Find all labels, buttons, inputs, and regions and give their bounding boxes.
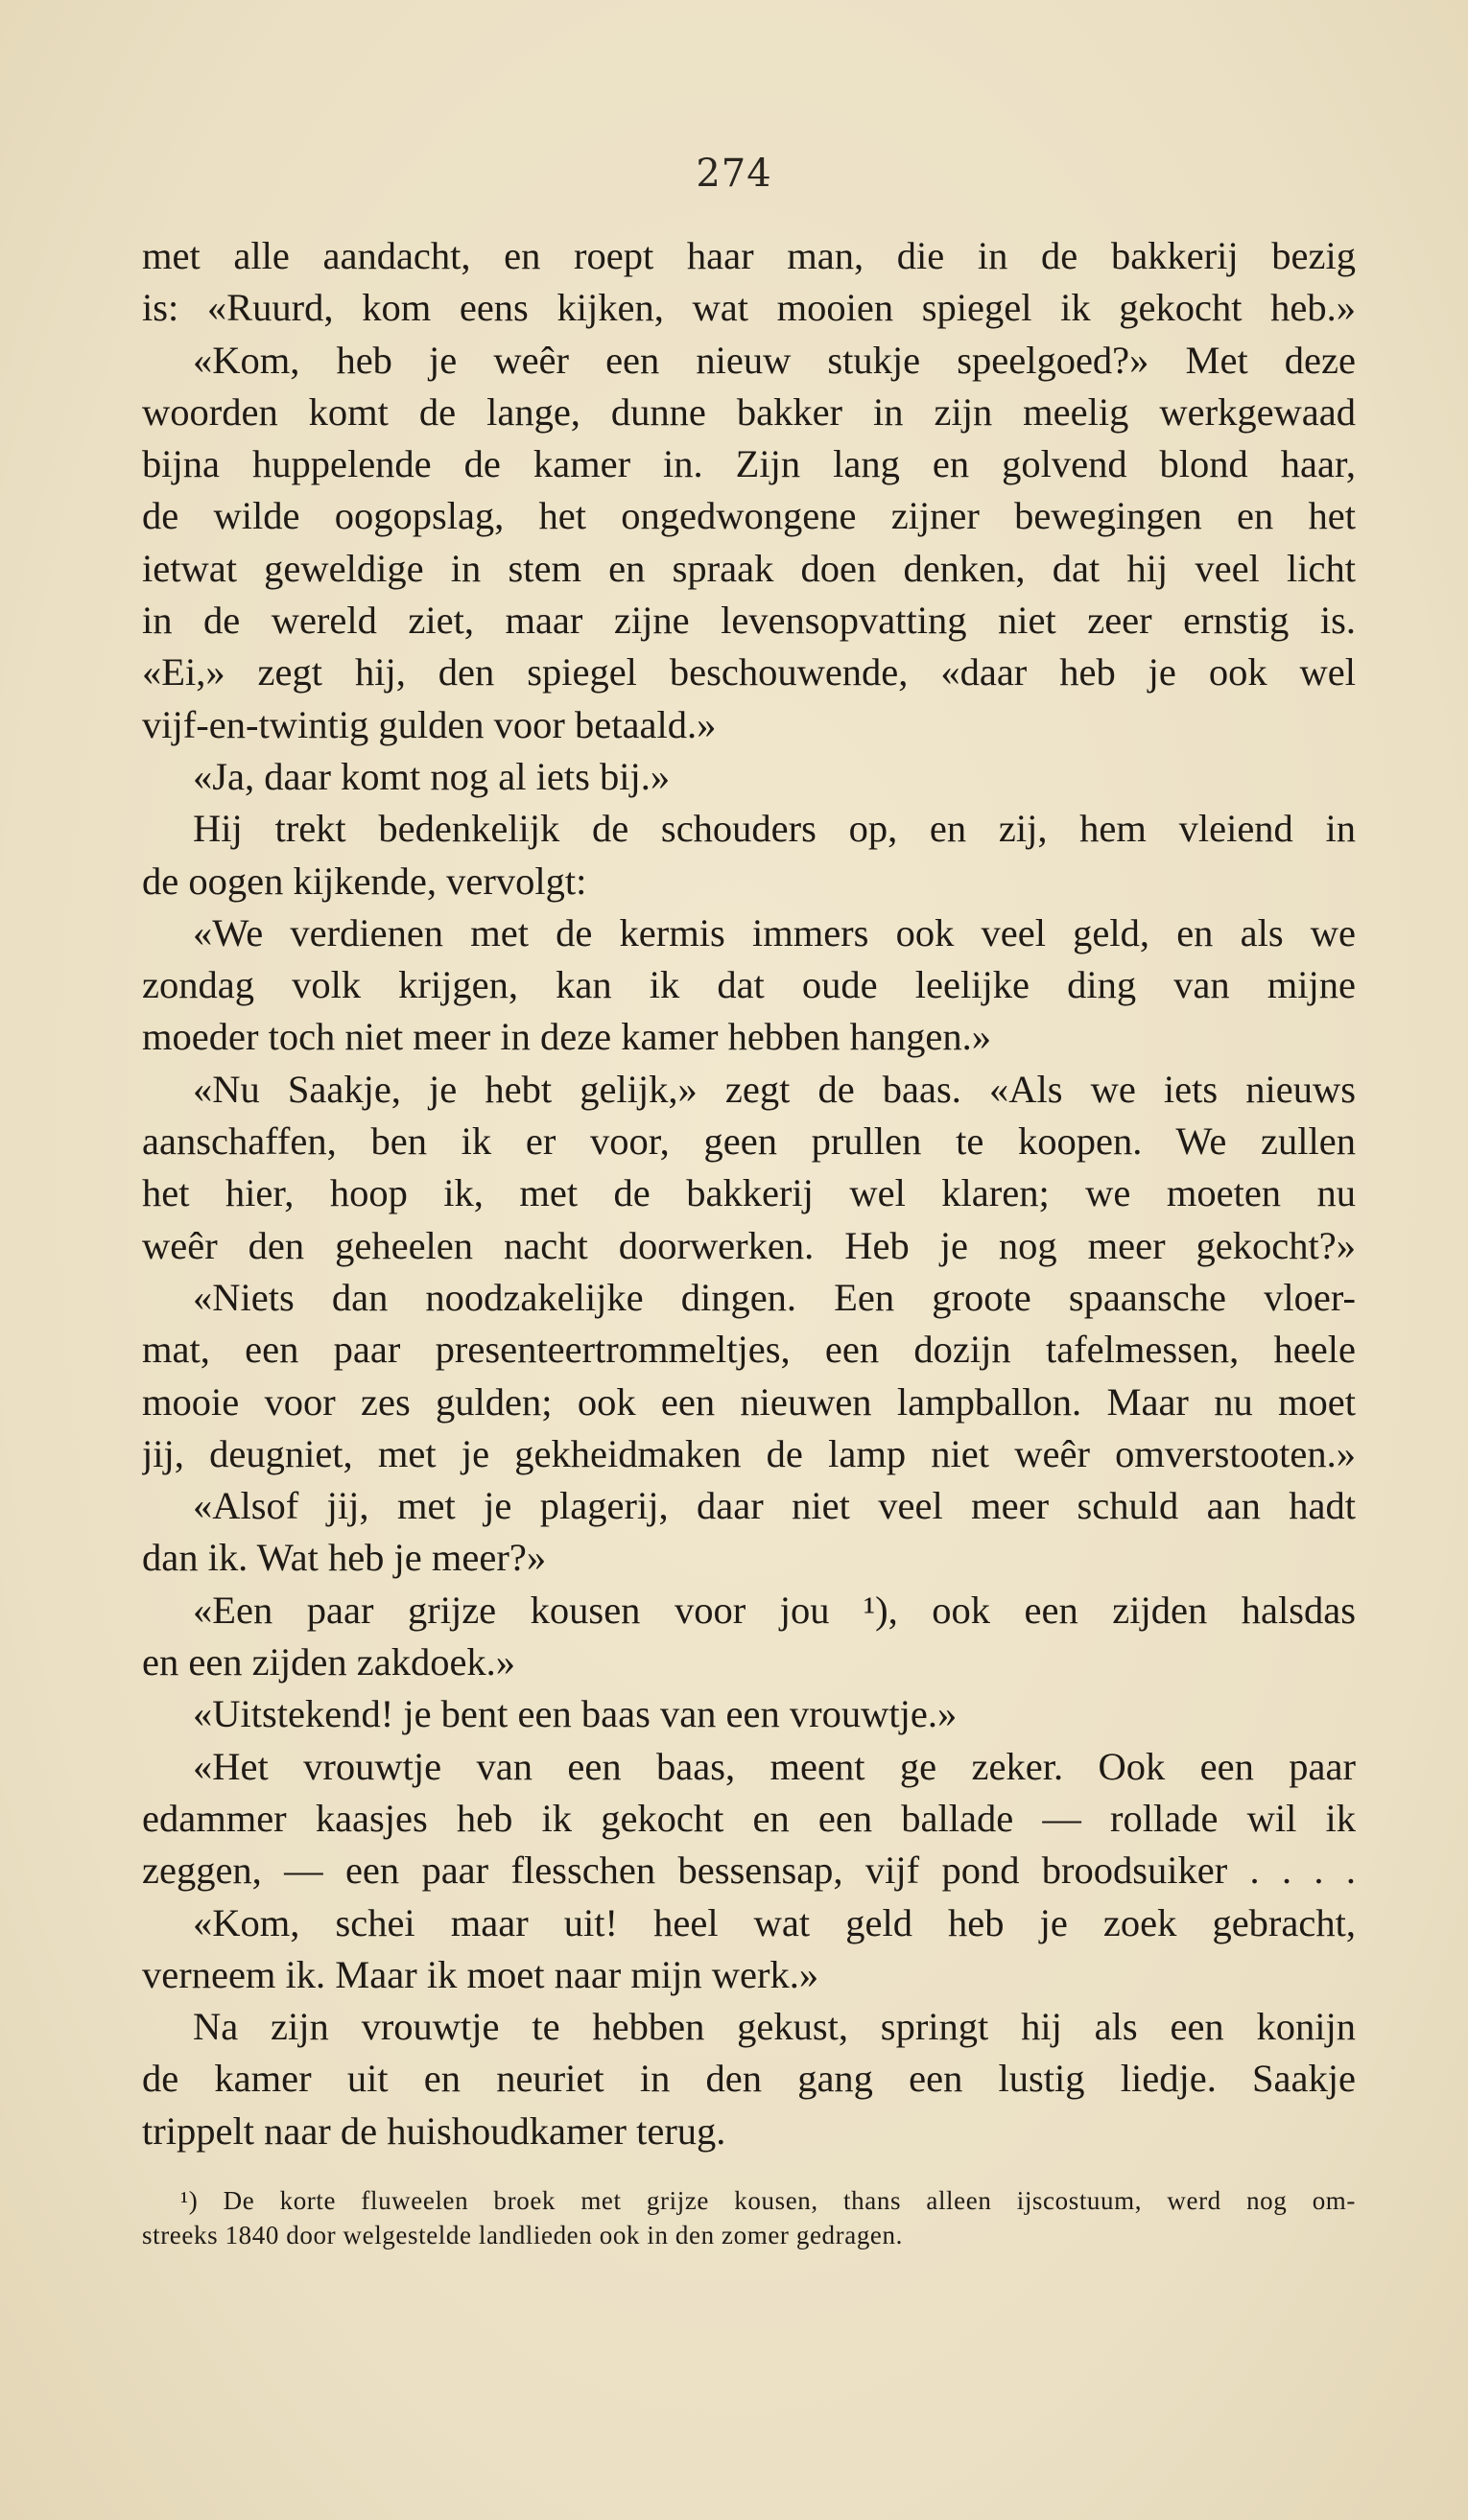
text-line: woorden komt de lange, dunne bakker in zijn meelig werkgewaad bbox=[142, 389, 1356, 434]
page-number: 274 bbox=[696, 152, 772, 196]
text-line: Hij trekt bedenkelijk de schouders op, en zij, hem vleiend in bbox=[193, 807, 1356, 851]
text-line: «Kom, schei maar uit! heel wat geld heb je zoek gebracht, bbox=[193, 1900, 1356, 1944]
footnote-line: ¹) De korte fluweelen broek met grijze kousen, thans alleen ijscostuum, werd nog om- bbox=[180, 2186, 1356, 2215]
body-text bbox=[142, 230, 1356, 2157]
text-line: is: «Ruurd, kom eens kijken, wat mooien spiegel ik gekocht heb.» bbox=[142, 286, 1356, 330]
text-line: in de wereld ziet, maar zijne levensopvatting niet zeer ernstig is. bbox=[142, 599, 1356, 643]
text-line: aanschaffen, ben ik er voor, geen prullen te koopen. We zullen bbox=[142, 1119, 1356, 1164]
text-line: «Het vrouwtje van een baas, meent ge zeker. Ook een paar bbox=[193, 1744, 1356, 1788]
text-line: mat, een paar presenteertrommeltjes, een dozijn tafelmessen, heele bbox=[142, 1328, 1356, 1372]
text-line: mooie voor zes gulden; ook een nieuwen lampballon. Maar nu moet bbox=[142, 1379, 1356, 1424]
text-line: weêr den geheelen nacht doorwerken. Heb je nog meer gekocht?» bbox=[142, 1223, 1356, 1267]
text-line: ietwat geweldige in stem en spraak doen denken, dat hij veel licht bbox=[142, 546, 1356, 590]
text-line: edammer kaasjes heb ik gekocht en een ballade — rollade wil ik bbox=[142, 1796, 1356, 1840]
text-line: «Nu Saakje, je hebt gelijk,» zegt de baas. «Als we iets nieuws bbox=[193, 1067, 1356, 1111]
text-line: zeggen, — een paar flesschen bessensap, vijf pond broodsuiker . . . . bbox=[142, 1849, 1356, 1893]
text-line: Na zijn vrouwtje te hebben gekust, springt hij als een konijn bbox=[193, 2005, 1356, 2049]
text-line: «Niets dan noodzakelijke dingen. Een groote spaansche vloer- bbox=[193, 1275, 1356, 1319]
text-line: met alle aandacht, en roept haar man, die in de bakkerij bezig bbox=[142, 234, 1356, 277]
text-line: verneem ik. Maar ik moet naar mijn werk.» bbox=[142, 1952, 819, 1996]
text-line: «Kom, heb je weêr een nieuw stukje speelgoed?» Met deze bbox=[193, 338, 1356, 382]
text-line: en een zijden zakdoek.» bbox=[142, 1640, 516, 1684]
text-line: «Een paar grijze kousen voor jou ¹), ook een zijden halsdas bbox=[193, 1588, 1356, 1632]
text-line: «Ei,» zegt hij, den spiegel beschouwende, «daar heb je ook wel bbox=[142, 650, 1356, 695]
text-line: zondag volk krijgen, kan ik dat oude leelijke ding van mijne bbox=[142, 963, 1356, 1007]
text-line: de wilde oogopslag, het ongedwongene zijner bewegingen en het bbox=[142, 494, 1356, 538]
text-line: bijna huppelende de kamer in. Zijn lang en golvend blond haar, bbox=[142, 442, 1356, 486]
text-line: «Alsof jij, met je plagerij, daar niet veel meer schuld aan hadt bbox=[193, 1484, 1356, 1528]
text-line: de oogen kijkende, vervolgt: bbox=[142, 859, 587, 903]
text-line: dan ik. Wat heb je meer?» bbox=[142, 1536, 547, 1580]
text-line: vijf-en-twintig gulden voor betaald.» bbox=[142, 702, 717, 746]
footnote bbox=[142, 2183, 1356, 2252]
text-line: de kamer uit en neuriet in den gang een lustig liedje. Saakje bbox=[142, 2057, 1356, 2101]
text-line: «We verdienen met de kermis immers ook veel geld, en als we bbox=[193, 910, 1356, 954]
footnote-line: streeks 1840 door welgestelde landlieden ook in den zomer gedragen. bbox=[142, 2221, 903, 2249]
text-line: jij, deugniet, met je gekheidmaken de lamp niet weêr omverstooten.» bbox=[142, 1431, 1356, 1475]
text-line: «Uitstekend! je bent een baas van een vrouwtje.» bbox=[193, 1692, 958, 1736]
text-line: trippelt naar de huishoudkamer terug. bbox=[142, 2108, 726, 2153]
text-line: het hier, hoop ik, met de bakkerij wel klaren; we moeten nu bbox=[142, 1171, 1356, 1215]
text-line: moeder toch niet meer in deze kamer hebben hangen.» bbox=[142, 1015, 991, 1059]
text-line: «Ja, daar komt nog al iets bij.» bbox=[193, 754, 671, 798]
